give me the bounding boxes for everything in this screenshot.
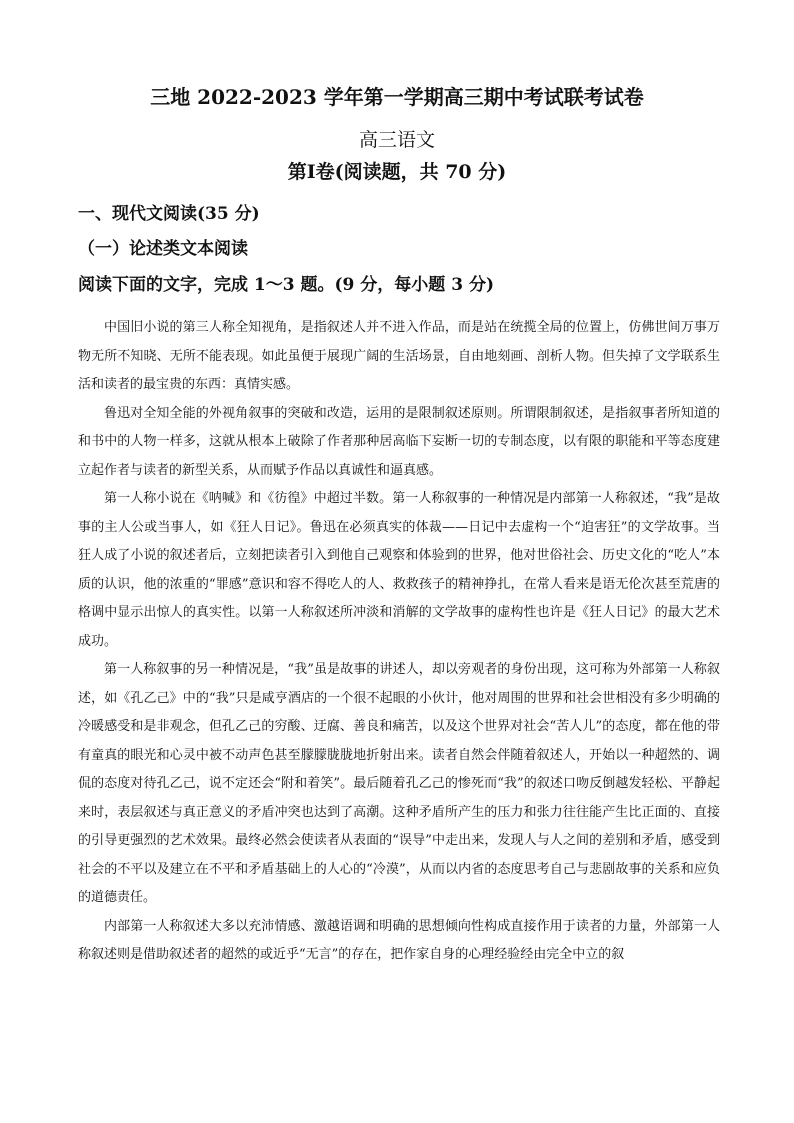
subject-title: 高三语文 — [358, 129, 435, 151]
reading-passage — [78, 314, 720, 970]
subsection-heading: （一）论述类文本阅读 — [78, 239, 248, 259]
paragraph: 内部第一人称叙述大多以充沛情感、激越语调和明确的思想倾向性构成直接作用于读者的力量，外部第一人称叙述则是借助叙述者的超然的或近乎“无言”的存在，把作家自身的心理经验经由完全中立的叙 — [78, 918, 720, 962]
instruction-text: 阅读下面的文字，完成 1～3 题。(9 分，每小题 3 分) — [78, 275, 494, 295]
exam-title: 三地 2022-2023 学年第一学期高三期中考试联考试卷 — [150, 85, 644, 109]
volume-heading: 第Ⅰ卷(阅读题，共 70 分) — [287, 161, 507, 183]
section-heading: 一、现代文阅读(35 分) — [78, 204, 260, 224]
paragraph: 鲁迅对全知全能的外视角叙事的突破和改造，运用的是限制叙述原则。所谓限制叙述，是指叙事者所知道的和书中的人物一样多，这就从根本上破除了作者那种居高临下妄断一切的专制态度，以有限的职能和平等态度建立起作者与读者的新型关系，从而赋予作品以真诚性和逼真感。 — [78, 405, 720, 478]
paragraph: 中国旧小说的第三人称全知视角，是指叙述人并不进入作品，而是站在统揽全局的位置上，仿佛世间万事万物无所不知晓、无所不能表现。如此虽便于展现广阔的生活场景，自由地刻画、剖析人物。但失掉了文学联系生活和读者的最宝贵的东西：真情实感。 — [78, 320, 720, 392]
paragraph: 第一人称小说在《呐喊》和《彷徨》中超过半数。第一人称叙事的一种情况是内部第一人称叙述，“我”是故事的主人公或当事人，如《狂人日记》。鲁迅在必须真实的体裁——日记中去虚构一个“迫害狂”的文学故事。当狂人成了小说的叙述者后，立刻把读者引入到他自己观察和体验到的世界，他对世俗社会、历史文化的“吃人”本质的认识，他的浓重的“罪感”意识和容不得吃人的人、救救孩子的精神挣扎，在常人看来是语无伦次甚至荒唐的格调中显示出惊人的真实性。以第一人称叙述所冲淡和消解的文学故事的虚构性也许是《狂人日记》的最大艺术成功。 — [78, 491, 720, 649]
paragraph: 第一人称叙事的另一种情况是，“我”虽是故事的讲述人，却以旁观者的身份出现，这可称为外部第一人称叙述，如《孔乙己》中的“我”只是咸亨酒店的一个很不起眼的小伙计，他对周围的世界和社会世相没有多少明确的冷暖感受和是非观念，但孔乙己的穷酸、迂腐、善良和痛苦，以及这个世界对社会“苦人儿”的态度，都在他的带有童真的眼光和心灵中被不动声色甚至朦朦胧胧地折射出来。读者自然会伴随着叙述人，开始以一种超然的、调侃的态度对待孔乙己，说不定还会“附和着笑”。最后随着孔乙己的惨死而“我”的叙述口吻反倒越发轻松、平静起来时，表层叙述与真正意义的矛盾冲突也达到了高潮。这种矛盾所产生的压力和张力往往能产生比正面的、直接的引导更强烈的艺术效果。最终必然会使读者从表面的“误导”中走出来，发现人与人之间的差别和矛盾，感受到社会的不平以及建立在不平和矛盾基础上的人心的“冷漠”，从而以内省的态度思考自己与悲剧故事的关系和应负的道德责任。 — [78, 662, 720, 905]
